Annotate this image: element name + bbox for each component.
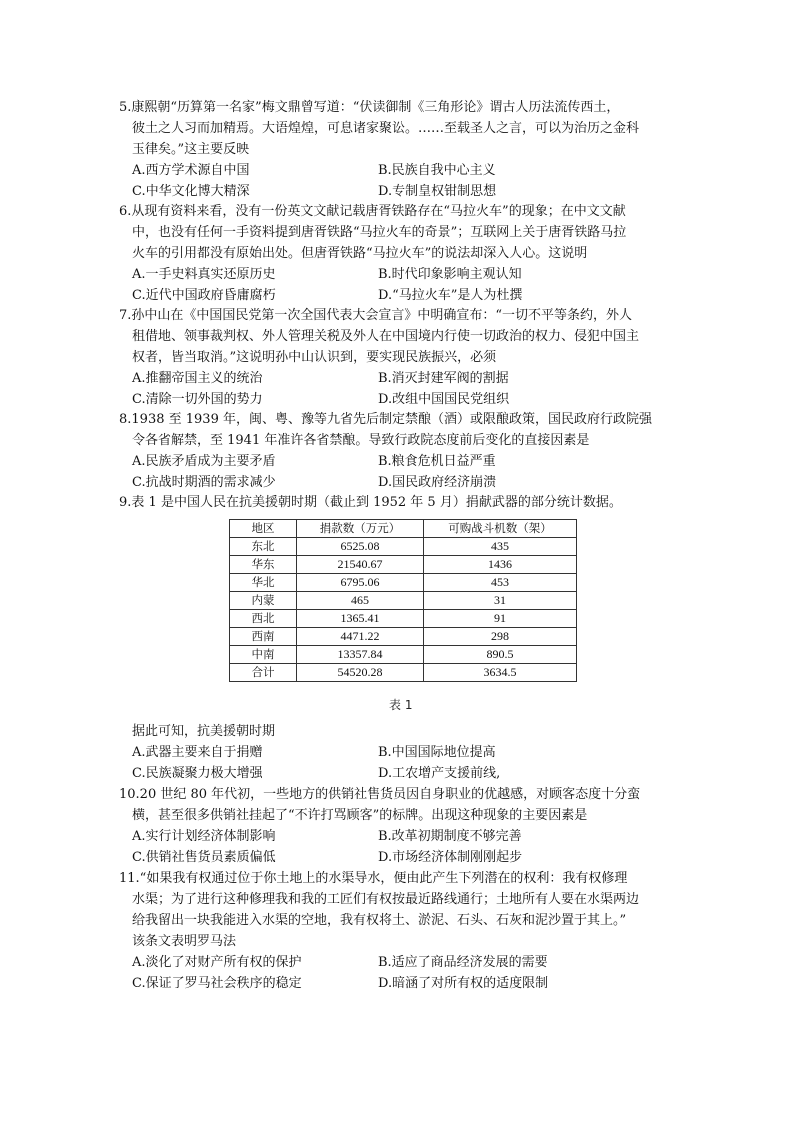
table-header-aircraft: 可购战斗机数（架） (424, 520, 577, 538)
table-cell-donation: 54520.28 (297, 664, 424, 682)
question-6-line-3: 火车的引用都没有原始出处。但唐胥铁路“马拉火车”的说法却深入人心。这说明 (132, 246, 588, 261)
question-8-line-1: 8.1938 至 1939 年，闽、粤、豫等九省先后制定禁酿（酒）或限酿政策，国民政府行政院强 (119, 412, 652, 427)
table-cell-aircraft: 298 (424, 628, 577, 646)
table-cell-aircraft: 890.5 (424, 646, 577, 664)
question-11-line-4: 该条文表明罗马法 (132, 934, 237, 949)
question-7-option-c: C.清除一切外国的势力 (132, 392, 263, 407)
table-row (230, 628, 577, 646)
question-9-intro: 9.表 1 是中国人民在抗美援朝时期（截止到 1952 年 5 月）捐献武器的部分统计数据。 (119, 495, 622, 510)
question-11 (119, 868, 679, 994)
question-8-option-a: A.民族矛盾成为主要矛盾 (132, 454, 276, 469)
table-cell-donation: 6795.06 (297, 574, 424, 592)
question-11-option-c: C.保证了罗马社会秩序的稳定 (132, 976, 302, 991)
table-cell-donation: 1365.41 (297, 610, 424, 628)
question-5-line-1: 5.康熙朝“历算第一名家”梅文鼎曾写道：“伏读御制《三角形论》谓古人历法流传西土， (119, 100, 620, 115)
question-7-options-row-1 (119, 368, 679, 389)
table-cell-aircraft: 91 (424, 610, 577, 628)
table-cell-region: 华东 (230, 556, 297, 574)
question-10-option-c: C.供销社售货员素质偏低 (132, 850, 276, 865)
table-header-region: 地区 (230, 520, 297, 538)
question-5-options-row-2 (119, 181, 679, 202)
question-11-line-2: 水渠；为了进行这种修理我和我的工匠们有权按最近路线通行；土地所有人要在水渠两边 (132, 892, 640, 907)
question-6-option-a: A.一手史料真实还原历史 (132, 267, 276, 282)
question-7-line-3: 权者，皆当取消。”这说明孙中山认识到，要实现民族振兴，必须 (132, 350, 497, 365)
question-8 (119, 409, 679, 493)
question-7-option-b: B.消灭封建军阀的割据 (378, 371, 509, 386)
question-8-options-row-1 (119, 451, 679, 472)
question-9-option-b: B.中国国际地位提高 (378, 745, 496, 760)
table-cell-donation: 21540.67 (297, 556, 424, 574)
question-7-line-1: 7.孙中山在《中国国民党第一次全国代表大会宣言》中明确宣布：“一切不平等条约，外人 (119, 308, 633, 323)
question-7-options-row-2 (119, 389, 679, 410)
table-cell-donation: 6525.08 (297, 538, 424, 556)
question-5-option-a: A.西方学术源自中国 (132, 163, 250, 178)
table-cell-aircraft: 1436 (424, 556, 577, 574)
table-cell-donation: 465 (297, 592, 424, 610)
question-6 (119, 201, 679, 306)
table-row (230, 574, 577, 592)
question-11-options-row-2 (119, 973, 679, 994)
table-row (230, 556, 577, 574)
table-cell-region: 内蒙 (230, 592, 297, 610)
table-cell-aircraft: 3634.5 (424, 664, 577, 682)
question-10-line-1: 10.20 世纪 80 年代初，一些地方的供销社售货员因自身职业的优越感，对顾客态度十分蛮 (119, 787, 641, 802)
question-9 (119, 492, 679, 513)
question-11-line-1: 11.“如果我有权通过位于你土地上的水渠导水，便由此产生下列潜在的权利：我有权修理 (119, 871, 628, 886)
question-9-option-d: D.工农增产支援前线, (378, 766, 501, 781)
table-cell-donation: 13357.84 (297, 646, 424, 664)
table-cell-aircraft: 31 (424, 592, 577, 610)
table-cell-aircraft: 453 (424, 574, 577, 592)
table-row (230, 610, 577, 628)
question-5-line-2: 彼土之人习而加精焉。大语煌煌，可息诸家聚讼。……至载圣人之言，可以为治历之金科 (132, 121, 640, 136)
question-10-option-a: A.实行计划经济体制影响 (132, 829, 276, 844)
question-5-line-3: 玉律矣。”这主要反映 (132, 142, 250, 157)
question-9-body (119, 721, 679, 784)
question-6-line-2: 中，也没有任何一手资料提到唐胥铁路“马拉火车的奇景”；互联网上关于唐胥铁路马拉 (132, 225, 627, 240)
question-11-option-a: A.淡化了对财产所有权的保护 (132, 955, 302, 970)
question-11-option-b: B.适应了商品经济发展的需要 (378, 955, 548, 970)
question-9-option-a: A.武器主要来自于捐赠 (132, 745, 263, 760)
question-11-line-3: 给我留出一块我能进入水渠的空地，我有权将土、淤泥、石头、石灰和泥沙置于其上。” (132, 913, 627, 928)
table-cell-region: 华北 (230, 574, 297, 592)
question-10 (119, 784, 679, 868)
question-10-option-d: D.市场经济体制刚刚起步 (378, 850, 523, 865)
question-6-options-row-2 (119, 285, 679, 306)
question-5-option-d: D.专制皇权钳制思想 (378, 184, 497, 199)
question-5-option-c: C.中华文化博大精深 (132, 184, 250, 199)
question-5 (119, 97, 679, 202)
donation-table (229, 519, 577, 682)
question-10-options-row-2 (119, 847, 679, 868)
table-cell-region: 西北 (230, 610, 297, 628)
question-8-option-c: C.抗战时期酒的需求减少 (132, 475, 276, 490)
question-10-line-2: 横，甚至很多供销社挂起了“不许打骂顾客”的标牌。出现这种现象的主要因素是 (132, 808, 588, 823)
table-caption: 表 1 (389, 698, 413, 712)
table-row (230, 592, 577, 610)
question-9-options-row-2 (119, 763, 679, 784)
table-row (230, 538, 577, 556)
table-header-donation: 捐款数（万元） (297, 520, 424, 538)
question-11-options-row-1 (119, 952, 679, 973)
table-header-row (230, 520, 577, 538)
table-cell-region: 合计 (230, 664, 297, 682)
donation-data-table (229, 519, 577, 682)
question-7 (119, 305, 679, 410)
question-8-option-b: B.粮食危机日益严重 (378, 454, 496, 469)
question-6-option-d: D.“马拉火车”是人为杜撰 (378, 288, 523, 303)
question-5-options-row-1 (119, 160, 679, 181)
question-7-option-d: D.改组中国国民党组织 (378, 392, 510, 407)
question-9-stem: 据此可知，抗美援朝时期 (132, 724, 276, 739)
table-cell-region: 西南 (230, 628, 297, 646)
table-cell-region: 中南 (230, 646, 297, 664)
table-cell-donation: 4471.22 (297, 628, 424, 646)
question-7-line-2: 租借地、领事裁判权、外人管理关税及外人在中国境内行使一切政治的权力、侵犯中国主 (132, 329, 640, 344)
question-11-option-d: D.暗涵了对所有权的适度限制 (378, 976, 549, 991)
question-10-options-row-1 (119, 826, 679, 847)
question-8-options-row-2 (119, 472, 679, 493)
question-6-line-1: 6.从现有资料来看，没有一份英文文献记载唐胥铁路存在“马拉火车”的现象；在中文文献 (119, 204, 626, 219)
table-cell-region: 东北 (230, 538, 297, 556)
table-row (230, 646, 577, 664)
question-6-option-c: C.近代中国政府昏庸腐朽 (132, 288, 276, 303)
question-8-option-d: D.国民政府经济崩溃 (378, 475, 497, 490)
question-6-options-row-1 (119, 264, 679, 285)
question-5-option-b: B.民族自我中心主义 (378, 163, 496, 178)
question-7-option-a: A.推翻帝国主义的统治 (132, 371, 263, 386)
question-10-option-b: B.改革初期制度不够完善 (378, 829, 522, 844)
question-9-options-row-1 (119, 742, 679, 763)
question-6-option-b: B.时代印象影响主观认知 (378, 267, 522, 282)
table-cell-aircraft: 435 (424, 538, 577, 556)
table-row-total (230, 664, 577, 682)
question-9-option-c: C.民族凝聚力极大增强 (132, 766, 263, 781)
question-8-line-2: 令各省解禁，至 1941 年准许各省禁酿。导致行政院态度前后变化的直接因素是 (132, 433, 590, 448)
